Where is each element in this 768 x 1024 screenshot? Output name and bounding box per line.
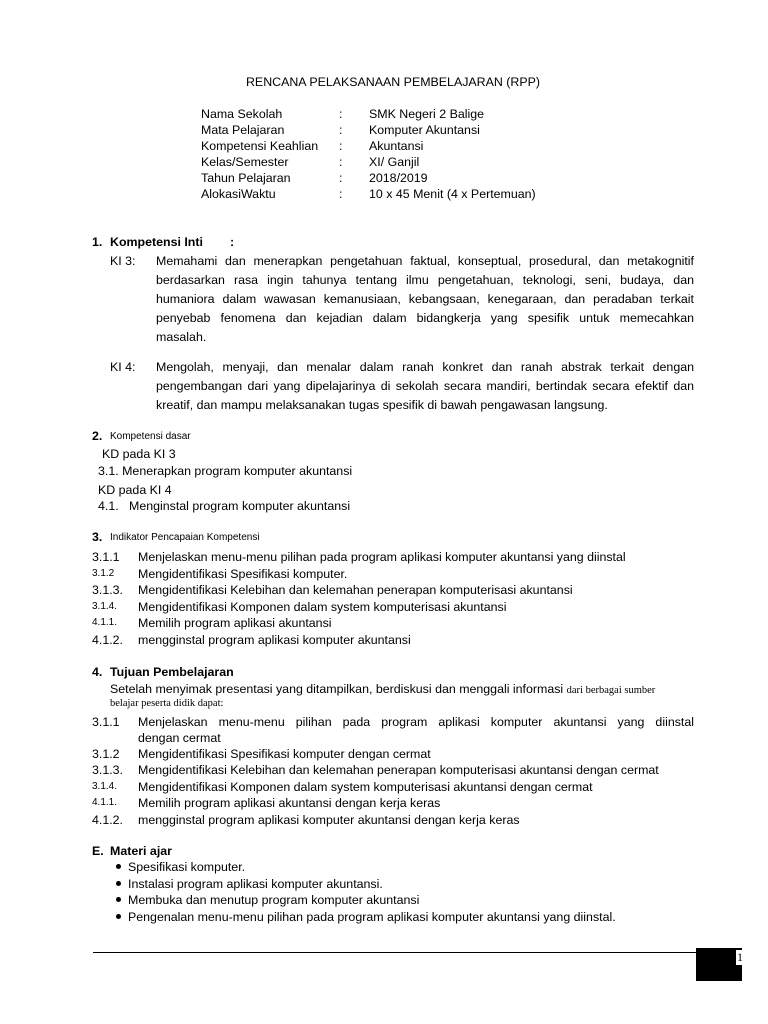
ki4-label: KI 4: xyxy=(110,360,136,374)
identity-value: SMK Negeri 2 Balige xyxy=(369,107,485,121)
identity-value: Komputer Akuntansi xyxy=(369,123,480,137)
tujuan-intro-tail: dari berbagai sumber xyxy=(566,685,656,696)
identity-value: 10 x 45 Menit (4 x Pertemuan) xyxy=(369,187,536,201)
section-number: 4. xyxy=(92,665,103,679)
tujuan-text: Mengidentifikasi Kelebihan dan kelemahan penerapan komputerisasi akuntansi dengan cermat xyxy=(138,763,659,777)
indicator-number: 3.1.2 xyxy=(92,568,115,579)
section-number: 3. xyxy=(92,530,103,544)
ki3-text-line: penyebab fenomena dan kejadian dalam bidangkerja yang spesifik untuk memecahkan xyxy=(156,311,694,325)
identity-label: AlokasiWaktu xyxy=(201,187,276,201)
tujuan-text: Memilih program aplikasi akuntansi dengan kerja keras xyxy=(138,796,441,810)
tujuan-text: Mengidentifikasi Spesifikasi komputer dengan cermat xyxy=(138,747,431,761)
footer-rule xyxy=(93,952,740,953)
tujuan-text-continued: dengan cermat xyxy=(138,731,221,745)
tujuan-number: 4.1.2. xyxy=(92,813,124,827)
kd3-item: 3.1. Menerapkan program komputer akuntansi xyxy=(98,464,353,478)
materi-item: Instalasi program aplikasi komputer akuntansi. xyxy=(128,877,383,891)
kd4-item-number: 4.1. xyxy=(98,499,119,513)
identity-value: Akuntansi xyxy=(369,139,424,153)
ki4-text-line: Mengolah, menyaji, dan menalar dalam ranah konkret dan ranah abstrak terkait dengan xyxy=(156,360,694,374)
ki4-text-line: kreatif, dan mampu melaksanakan tugas spesifik di bawah pengawasan langsung. xyxy=(156,398,608,412)
ki3-text-line: masalah. xyxy=(156,330,207,344)
tujuan-number: 3.1.1 xyxy=(92,715,120,729)
tujuan-intro-line2: belajar peserta didik dapat: xyxy=(110,698,224,709)
section-number: E. xyxy=(92,844,104,858)
document-title: RENCANA PELAKSANAAN PEMBELAJARAN (RPP) xyxy=(245,75,541,89)
identity-colon: : xyxy=(339,123,343,137)
section-heading: Indikator Pencapaian Kompetensi xyxy=(110,532,260,543)
kd4-item-text: Menginstal program komputer akuntansi xyxy=(129,499,351,513)
indicator-text: mengginstal program aplikasi komputer akuntansi xyxy=(138,633,411,647)
section-heading: Tujuan Pembelajaran xyxy=(110,665,234,679)
bullet-dot xyxy=(116,914,121,919)
section-number: 1. xyxy=(92,235,103,249)
indicator-number: 3.1.1 xyxy=(92,550,120,564)
tujuan-text: Mengidentifikasi Komponen dalam system komputerisasi akuntansi dengan cermat xyxy=(138,780,593,794)
tujuan-number: 3.1.4. xyxy=(92,781,118,792)
tujuan-text: mengginstal program aplikasi komputer akuntansi dengan kerja keras xyxy=(138,813,520,827)
tujuan-number: 3.1.3. xyxy=(92,763,124,777)
section-heading: Materi ajar xyxy=(110,844,172,858)
tujuan-number: 4.1.1. xyxy=(92,797,118,808)
indicator-number: 4.1.2. xyxy=(92,633,124,647)
indicator-text: Mengidentifikasi Komponen dalam system komputerisasi akuntansi xyxy=(138,600,507,614)
identity-colon: : xyxy=(339,171,343,185)
indicator-text: Memilih program aplikasi akuntansi xyxy=(138,616,332,630)
bullet-dot xyxy=(116,881,121,886)
section-number: 2. xyxy=(92,429,103,443)
indicator-number: 4.1.1. xyxy=(92,617,118,628)
bullet-dot xyxy=(116,864,121,869)
identity-label: Kompetensi Keahlian xyxy=(201,139,319,153)
section-colon: : xyxy=(230,235,235,249)
identity-colon: : xyxy=(339,107,343,121)
identity-label: Nama Sekolah xyxy=(201,107,283,121)
ki3-text-line: humaniora dalam wawasan kemanusiaan, kebangsaan, kenegaraan, dan peradaban terkait xyxy=(156,292,694,306)
bullet-dot xyxy=(116,897,121,902)
identity-label: Kelas/Semester xyxy=(201,155,289,169)
indicator-number: 3.1.3. xyxy=(92,583,124,597)
indicator-number: 3.1.4. xyxy=(92,601,118,612)
identity-value: 2018/2019 xyxy=(369,171,428,185)
ki3-text-line: berdasarkan rasa ingin tahunya tentang ilmu pengetahuan, teknologi, seni, budaya, dan xyxy=(156,273,694,287)
section-heading: Kompetensi dasar xyxy=(110,431,191,442)
page-number: 1 xyxy=(737,950,743,964)
materi-item: Spesifikasi komputer. xyxy=(128,860,246,874)
kd4-heading: KD pada KI 4 xyxy=(98,483,172,497)
indicator-text: Menjelaskan menu-menu pilihan pada program aplikasi komputer akuntansi yang diinstal xyxy=(138,550,626,564)
identity-label: Tahun Pelajaran xyxy=(201,171,291,185)
ki4-text-line: pengembangan dari yang dipelajarinya di sekolah secara mandiri, bertindak secara efektif dan xyxy=(156,379,694,393)
ki3-text-line: Memahami dan menerapkan pengetahuan faktual, konseptual, prosedural, dan metakognitif xyxy=(156,254,694,268)
tujuan-text: Menjelaskan menu-menu pilihan pada program aplikasi komputer akuntansi yang diinstal xyxy=(138,715,694,729)
ki3-label: KI 3: xyxy=(110,254,136,268)
identity-value: XI/ Ganjil xyxy=(369,155,420,169)
tujuan-number: 3.1.2 xyxy=(92,747,120,761)
identity-colon: : xyxy=(339,139,343,153)
kd3-heading: KD pada KI 3 xyxy=(102,447,176,461)
identity-label: Mata Pelajaran xyxy=(201,123,285,137)
indicator-text: Mengidentifikasi Kelebihan dan kelemahan penerapan komputerisasi akuntansi xyxy=(138,583,573,597)
materi-item: Pengenalan menu-menu pilihan pada program aplikasi komputer akuntansi yang diinstal. xyxy=(128,910,616,924)
materi-item: Membuka dan menutup program komputer akuntansi xyxy=(128,893,420,907)
section-heading: Kompetensi Inti xyxy=(110,235,203,249)
identity-colon: : xyxy=(339,187,343,201)
indicator-text: Mengidentifikasi Spesifikasi komputer. xyxy=(138,567,348,581)
identity-colon: : xyxy=(339,155,343,169)
tujuan-intro-main: Setelah menyimak presentasi yang ditampilkan, berdiskusi dan menggali informasi xyxy=(110,682,564,696)
